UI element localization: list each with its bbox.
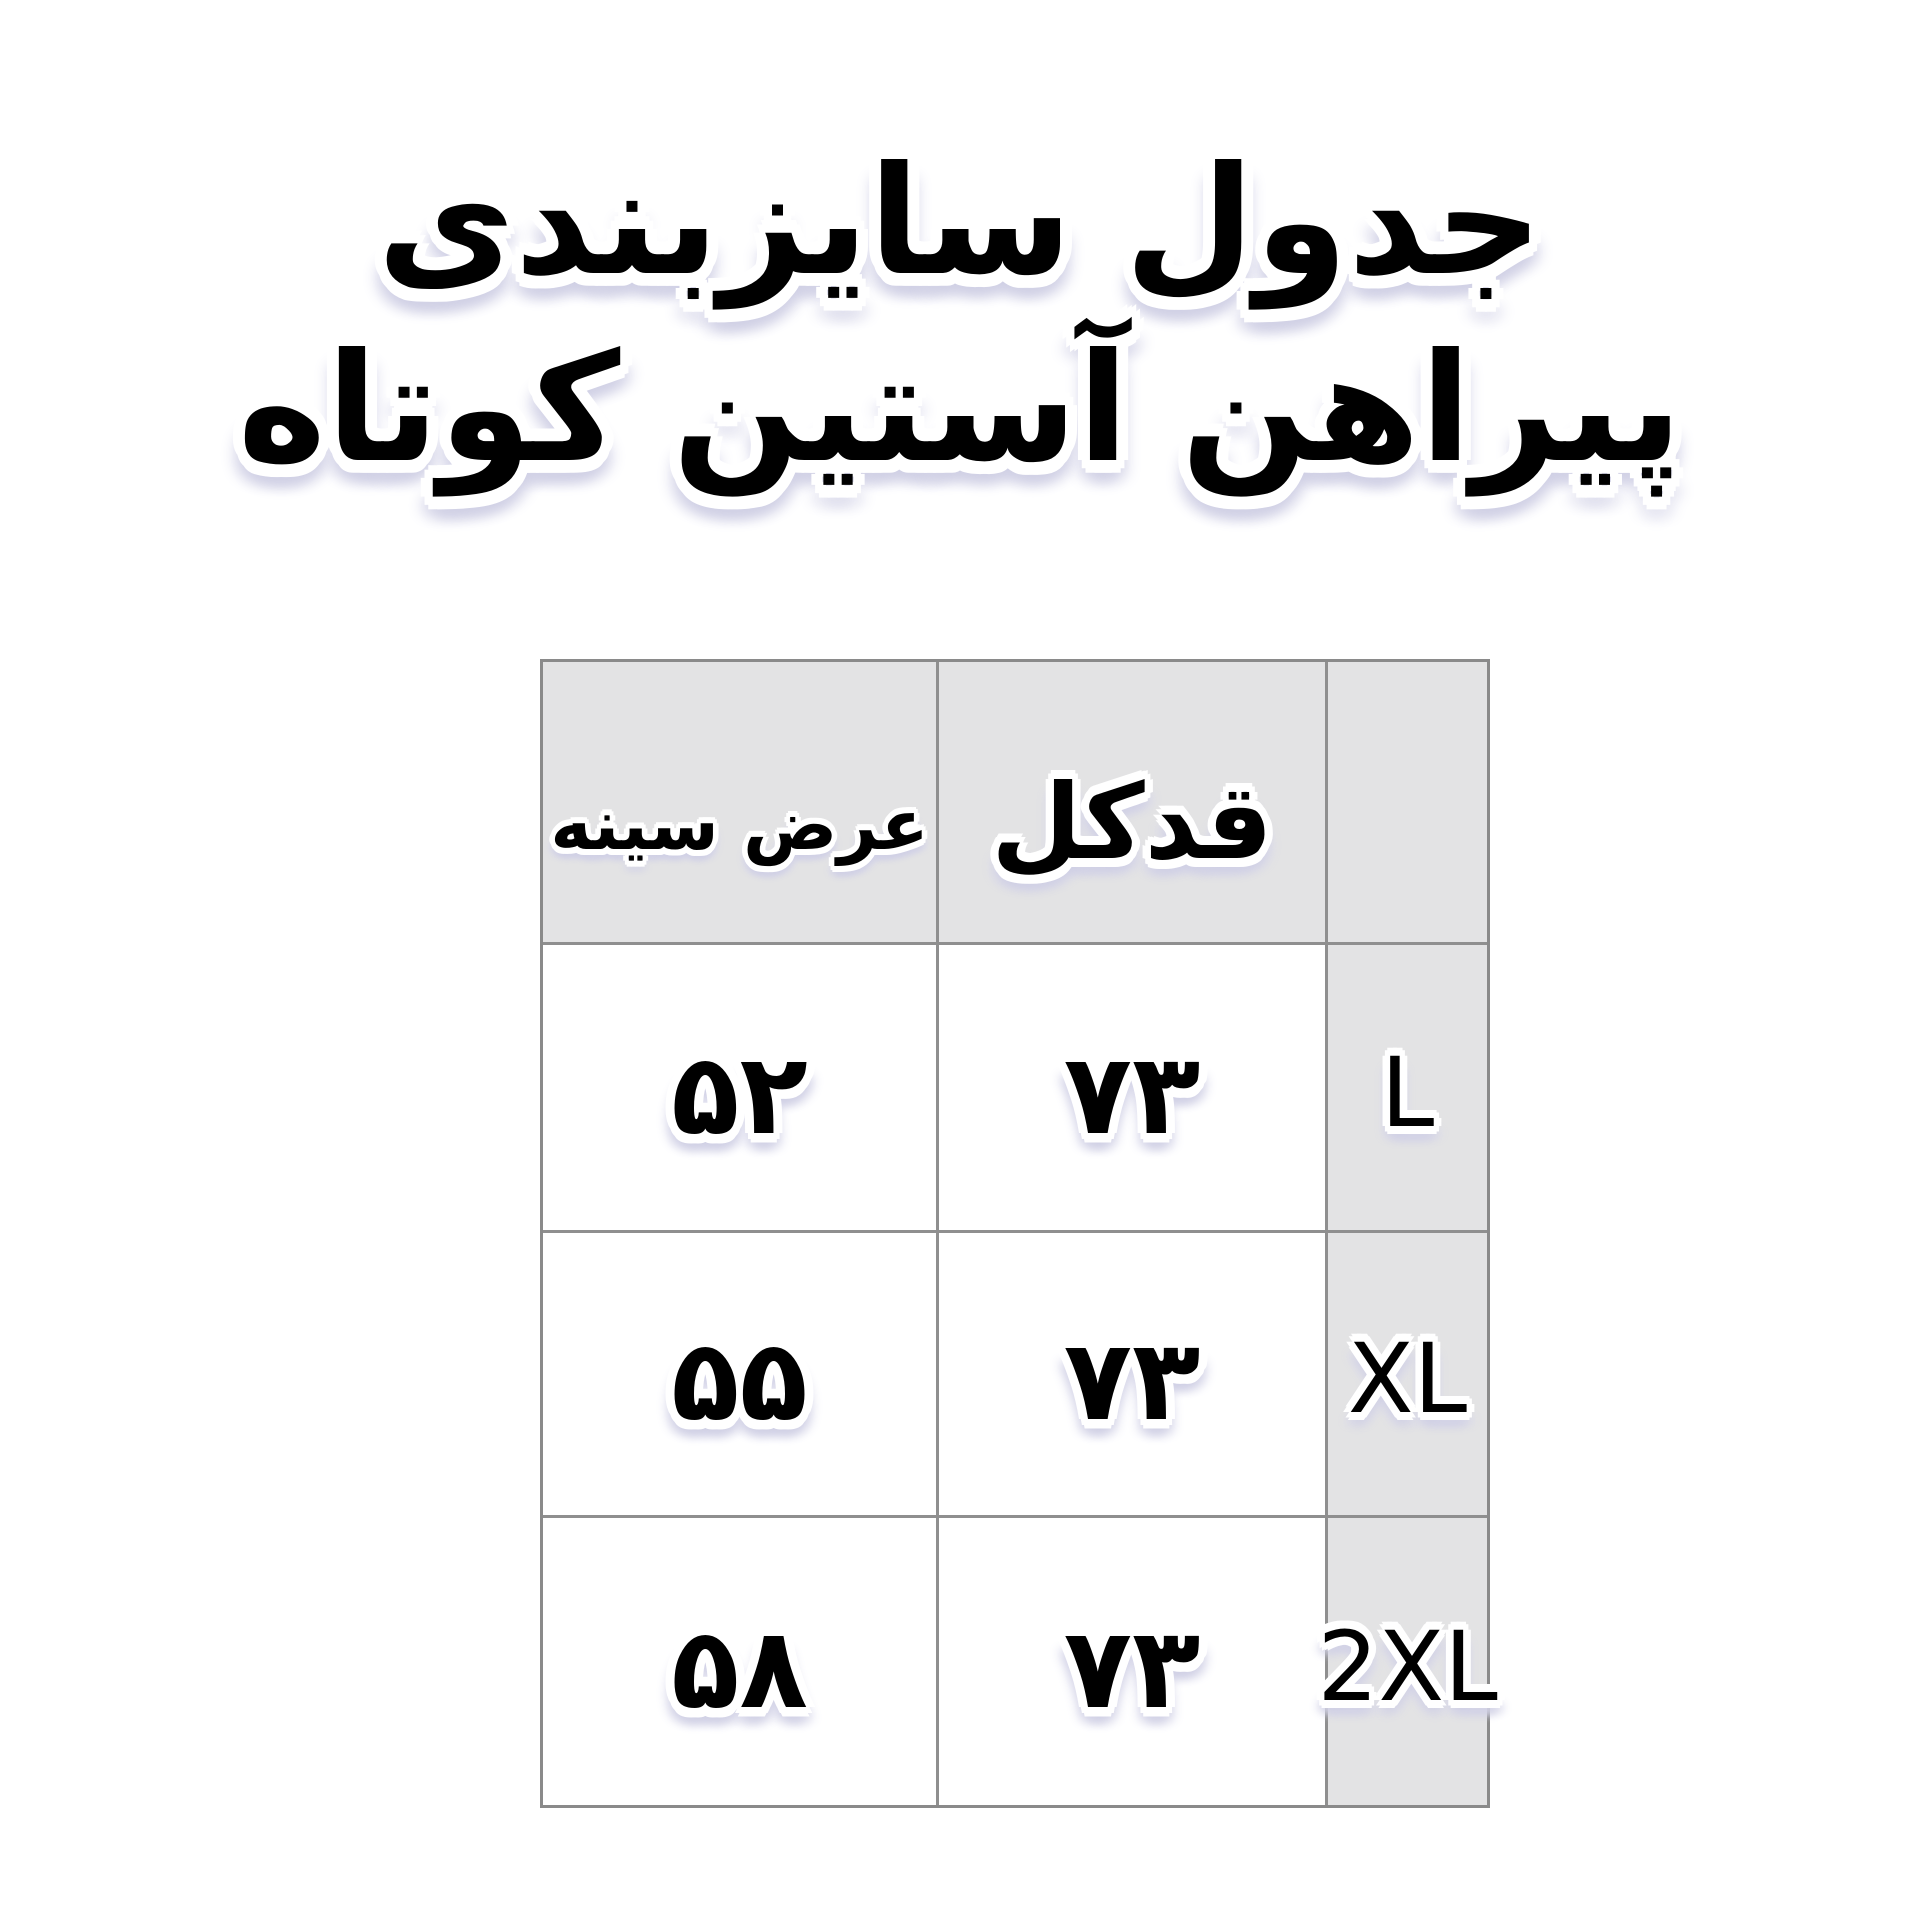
cell-chest-width-2xl: ۵۸ xyxy=(671,1603,808,1734)
cell-size-xl: XL xyxy=(1325,1233,1487,1518)
cell-total-length-xl: ۷۳ xyxy=(936,1233,1325,1518)
cell-chest-width-l: ۵۲ xyxy=(543,945,936,1233)
cell-size-l: L xyxy=(1325,945,1487,1233)
header-cell-total-length: قدکل xyxy=(936,662,1325,945)
header-cell-size-blank xyxy=(1325,662,1487,945)
page-title-line1: جدول سایزبندی xyxy=(377,134,1543,309)
cell-total-length-l: ۷۳ xyxy=(936,945,1325,1233)
page-title xyxy=(0,129,1920,504)
cell-total-length-2xl: ۷۳ xyxy=(936,1518,1325,1805)
size-table xyxy=(540,659,1498,1808)
page-title-line2: پیراهن آستین کوتاه xyxy=(237,322,1683,496)
header-cell-chest-width: عرض سینه xyxy=(543,662,936,945)
cell-size-2xl: 2XL xyxy=(1325,1518,1487,1805)
cell-chest-width-xl: ۵۵ xyxy=(543,1233,936,1518)
